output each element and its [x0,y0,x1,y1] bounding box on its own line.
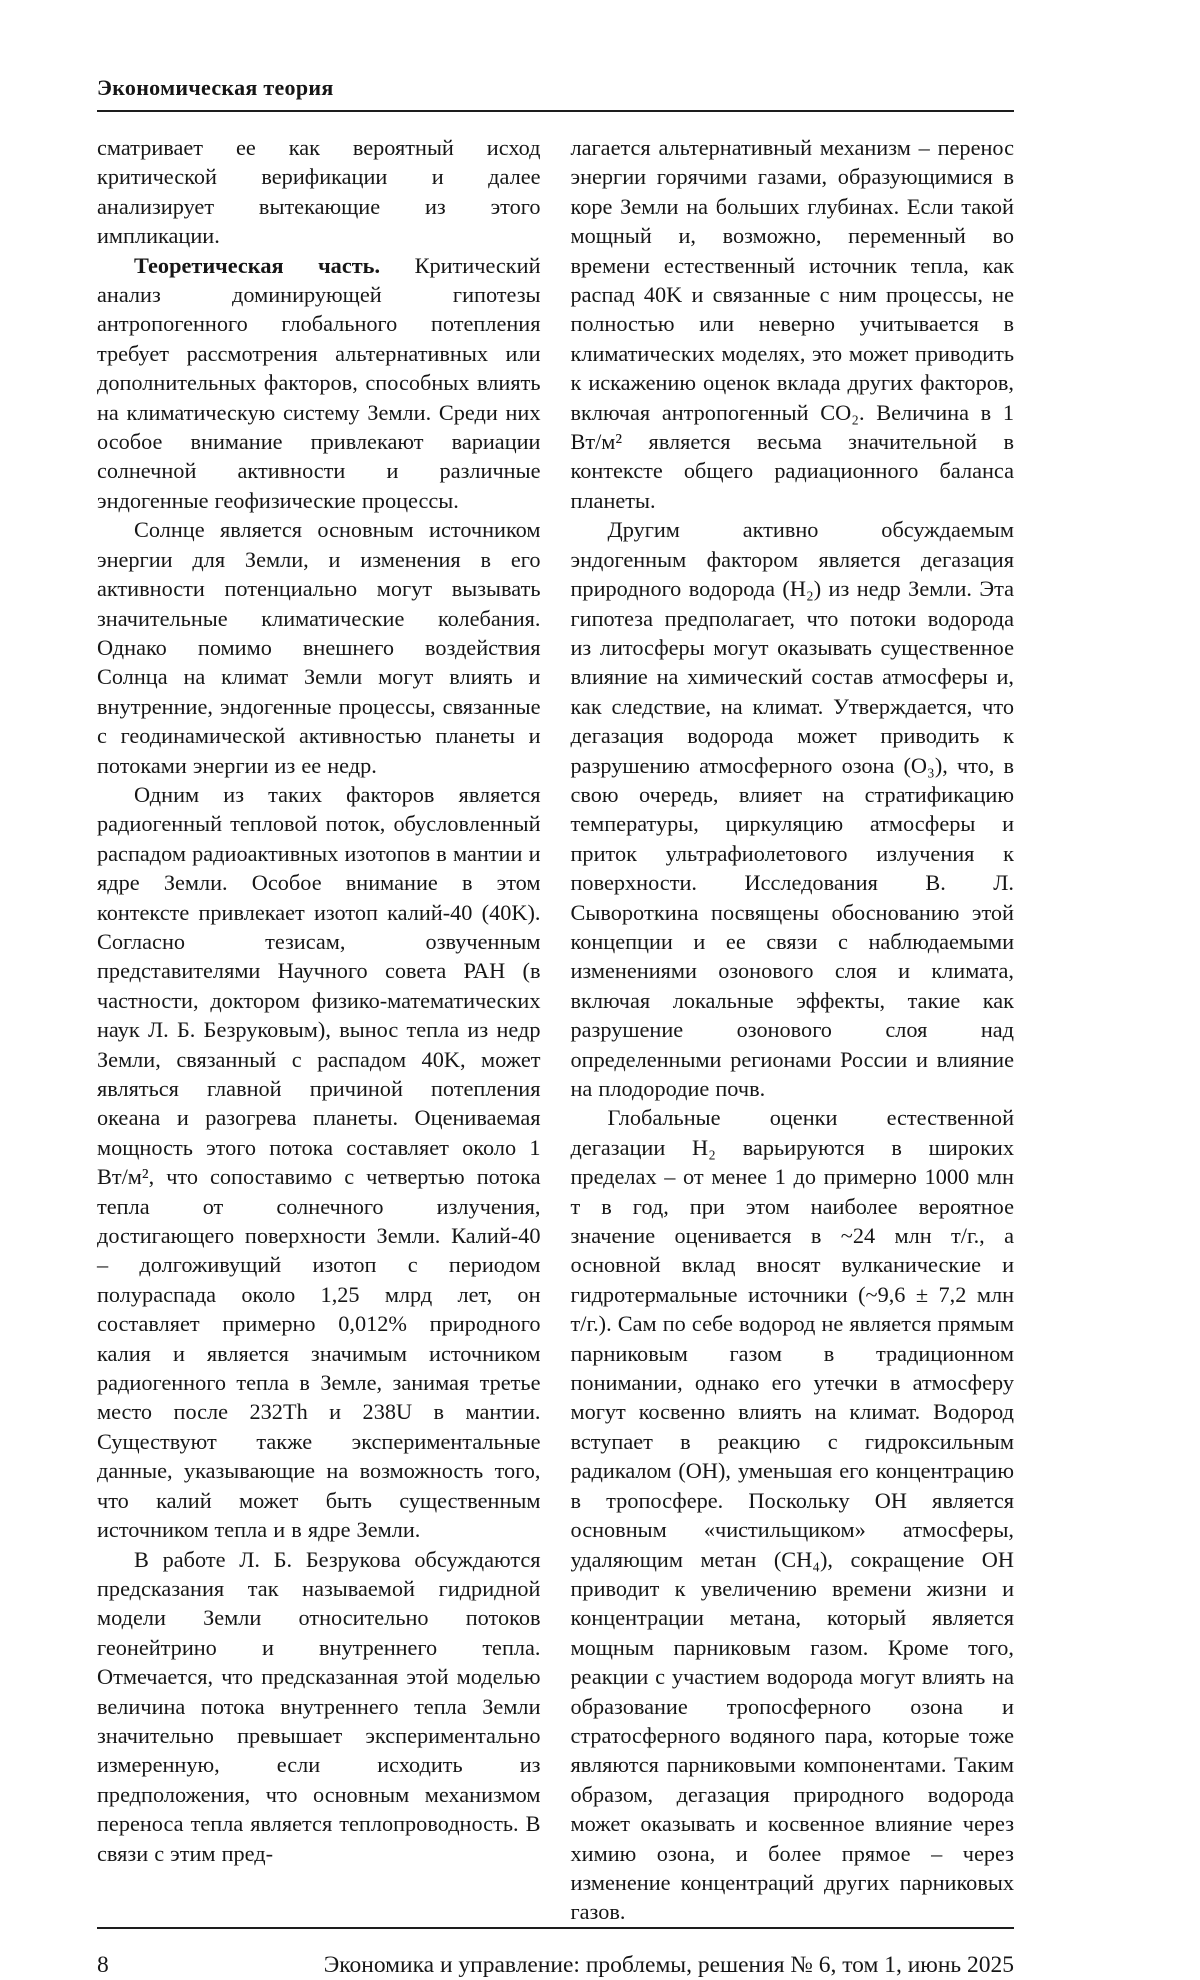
paragraph: Одним из таких факторов является радиогенный тепловой поток, обусловленный распадом радиоактивных изотопов в мантии и ядре Земли. Особое внимание в этом контексте привлекает изотоп калий-40 (40K). Согласно тезисам, озвученным представителями Научного совета РАН (в частности, доктором физико-математических наук Л. Б. Безруковым), вынос тепла из недр Земли, связанный с распадом 40K, может являться главной причиной потепления океана и разогрева планеты. Оцениваемая мощность этого потока составляет около 1 Вт/м², что сопоставимо с четвертью потока тепла от солнечного излучения, достигающего поверхности Земли. Калий-40 – долгоживущий изотоп с периодом полураспада около 1,25 млрд лет, он составляет примерно 0,012% природного калия и является значимым источником радиогенного тепла в Земле, занимая третье место после 232Th и 238U в мантии. Существуют также экспериментальные данные, указывающие на возможность того, что калий может быть существенным источником тепла и в ядре Земли. [97,781,541,1543]
journal-title-line: Экономика и управление: проблемы, решения № 6, том 1, июнь 2025 [323,1951,1014,1978]
paragraph: Солнце является основным источником энергии для Земли, и изменения в его активности потенциально могут вызывать значительные климатические колебания. Однако помимо внешнего воздействия Солнца на климат Земли могут влиять и внутренние, эндогенные процессы, связанные с геодинамической активностью планеты и потоками энергии из ее недр. [97,517,541,778]
paragraph: Другим активно обсуждаемым эндогенным фактором является дегазация природного водорода (H₂) из недр Земли. Эта гипотеза предполагает, что потоки водорода из литосферы могут оказывать существенное влияние на химический состав атмосферы и, как следствие, на климат. Утверждается, что дегазация водорода может приводить к разрушению атмосферного озона (O₃), что, в свою очередь, влияет на стратификацию температуры, циркуляцию атмосферы и приток ультрафиолетового излучения к поверхности. Исследования В. Л. Сыворoткина посвящены обоснованию этой концепции и ее связи с наблюдаемыми изменениями озонового слоя и климата, включая локальные эффекты, такие как разрушение озонового слоя над определенными регионами России и влияние на плодородие почв. [570,517,1014,1101]
paragraph: Глобальные оценки естественной дегазации H₂ варьируются в широких пределах – от менее 1 до примерно 1000 млн т в год, при этом наиболее вероятное значение оценивается в ~24 млн т/г., а основной вклад вносят вулканические и гидротермальные источники (~9,6 ± 7,2 млн т/г.). Сам по себе водород не является прямым парниковым газом в традиционном понимании, однако его утечки в атмосферу могут косвенно влиять на климат. Водород вступает в реакцию с гидроксильным радикалом (OH), уменьшая его концентрацию в тропосфере. Поскольку OH является основным «чистильщиком» атмосферы, удаляющим метан (CH₄), сокращение OH приводит к увеличению времени жизни и концентрации метана, который является мощным парниковым газом. Кроме того, реакции с участием водорода могут влиять на образование тропосферного озона и стратосферного водяного пара, которые тоже являются парниковыми компонентами. Таким образом, дегазация природного водорода может оказывать и косвенное влияние через химию озона, и более прямое – через изменение концентраций других парниковых газов. [570,1105,1014,1925]
header-rule [97,110,1014,112]
page-header [97,74,1014,112]
paragraph: Теоретическая часть. Критический анализ доминирующей гипотезы антропогенного глобального потепления требует рассмотрения альтернативных или дополнительных факторов, способных влиять на климатическую систему Земли. Среди них особое внимание привлекают вариации солнечной активности и различные эндогенные геофизические процессы. [97,252,541,513]
right-column [571,133,1015,1927]
paragraph: лагается альтернативный механизм – перенос энергии горячими газами, образующимися в коре Земли на больших глубинах. Если такой мощный и, возможно, переменный во времени естественный источник тепла, как распад 40K и связанные с ним процессы, не полностью или неверно учитывается в климатических моделях, это может приводить к искажению оценок вклада других факторов, включая антропогенный CO₂. Величина в 1 Вт/м² является весьма значительной в контексте общего радиационного баланса планеты. [570,135,1014,513]
footer-row [97,1951,1014,1980]
left-column [97,133,541,1868]
section-heading-inline: Теоретическая часть. [134,252,415,278]
paragraph: В работе Л. Б. Безрукова обсуждаются предсказания так называемой гидридной модели Земли относительно потоков геонейтрино и внутреннего тепла. Отмечается, что предсказанная этой моделью величина потока внутреннего тепла Земли значительно превышает экспериментально измеренную, если исходить из предположения, что основным механизмом переноса тепла является теплопроводность. В связи с этим пред- [97,1546,541,1866]
page-number: 8 [97,1951,109,1978]
footer-rule [97,1927,1014,1929]
running-head: Экономическая теория [97,75,334,100]
article-body [97,133,1014,1927]
page-footer [97,1927,1014,1980]
paragraph: сматривает ее как вероятный исход критической верификации и далее анализирует вытекающие из этого импликации. [97,135,541,249]
